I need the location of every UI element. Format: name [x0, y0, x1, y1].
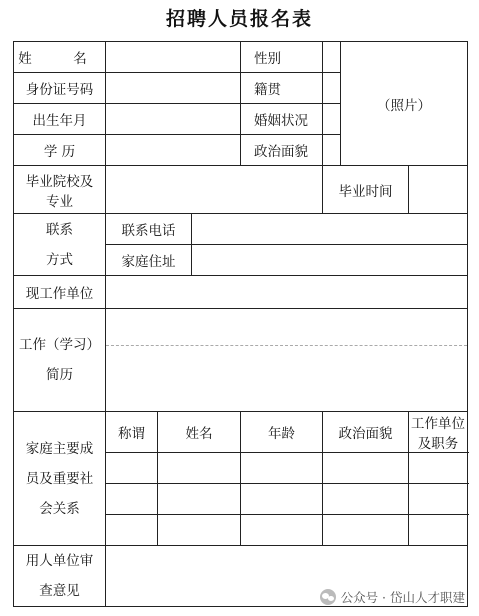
family-cell[interactable] — [323, 484, 409, 515]
family-relations-label — [14, 412, 106, 546]
family-cell[interactable] — [409, 515, 468, 546]
marital-status-field[interactable] — [323, 104, 341, 135]
education-label: 学 历 — [14, 135, 106, 166]
family-relations-label-line1: 家庭主要成 — [25, 440, 94, 457]
political-status-label: 政治面貌 — [241, 135, 323, 166]
family-cell[interactable] — [409, 453, 468, 484]
work-history-field[interactable] — [106, 309, 468, 412]
family-cell[interactable] — [323, 453, 409, 484]
family-header-political: 政治面貌 — [323, 412, 409, 453]
family-header-name: 姓名 — [158, 412, 241, 453]
application-form-table — [13, 41, 468, 607]
work-history-label — [14, 309, 106, 412]
current-employer-field[interactable] — [106, 276, 468, 309]
graduation-time-label: 毕业时间 — [323, 166, 409, 214]
watermark-text: 公众号 · 岱山人才职建 — [340, 590, 465, 605]
dashed-divider — [106, 345, 467, 346]
family-cell[interactable] — [158, 484, 241, 515]
graduation-time-field[interactable] — [409, 166, 468, 214]
political-status-field[interactable] — [323, 135, 341, 166]
id-number-label: 身份证号码 — [14, 73, 106, 104]
gender-label: 性别 — [241, 42, 323, 73]
id-number-field[interactable] — [106, 73, 241, 104]
family-cell[interactable] — [323, 515, 409, 546]
review-opinion-label-line1: 用人单位审 — [25, 553, 94, 569]
contact-method-label-line1: 联系 — [46, 221, 73, 238]
wechat-icon — [320, 589, 336, 605]
current-employer-label: 现工作单位 — [14, 276, 106, 309]
school-major-label-line1: 毕业院校及 — [25, 173, 94, 190]
work-history-label-line1: 工作（学习） — [19, 337, 100, 353]
address-label: 家庭住址 — [106, 245, 192, 276]
school-major-label — [14, 166, 106, 214]
school-major-field[interactable] — [106, 166, 323, 214]
family-cell[interactable] — [158, 515, 241, 546]
gender-field[interactable] — [323, 42, 341, 73]
marital-status-label: 婚姻状况 — [241, 104, 323, 135]
contact-method-label-line2: 方式 — [46, 251, 73, 268]
education-field[interactable] — [106, 135, 241, 166]
watermark — [320, 588, 465, 606]
address-field[interactable] — [192, 245, 468, 276]
review-opinion-label — [14, 546, 106, 607]
contact-method-label — [14, 214, 106, 276]
family-header-relation: 称谓 — [106, 412, 158, 453]
work-history-label-line2: 简历 — [46, 367, 73, 383]
name-label: 姓 名 — [14, 42, 106, 73]
family-cell[interactable] — [158, 453, 241, 484]
school-major-label-line2: 专业 — [46, 193, 73, 210]
phone-label: 联系电话 — [106, 214, 192, 245]
family-cell[interactable] — [241, 453, 323, 484]
family-cell[interactable] — [241, 484, 323, 515]
family-relations-label-line2: 员及重要社 — [25, 470, 94, 487]
native-place-field[interactable] — [323, 73, 341, 104]
review-opinion-label-line2: 查意见 — [39, 583, 80, 599]
family-cell[interactable] — [241, 515, 323, 546]
birth-date-field[interactable] — [106, 104, 241, 135]
photo-cell[interactable]: （照片） — [341, 42, 468, 166]
family-cell[interactable] — [106, 453, 158, 484]
family-header-age: 年龄 — [241, 412, 323, 453]
name-field[interactable] — [106, 42, 241, 73]
family-header-employer: 工作单位及职务 — [409, 412, 468, 453]
phone-field[interactable] — [192, 214, 468, 245]
family-relations-label-line3: 会关系 — [39, 500, 80, 517]
family-cell[interactable] — [106, 484, 158, 515]
birth-date-label: 出生年月 — [14, 104, 106, 135]
native-place-label: 籍贯 — [241, 73, 323, 104]
family-cell[interactable] — [106, 515, 158, 546]
family-cell[interactable] — [409, 484, 468, 515]
form-title: 招聘人员报名表 — [165, 8, 313, 30]
